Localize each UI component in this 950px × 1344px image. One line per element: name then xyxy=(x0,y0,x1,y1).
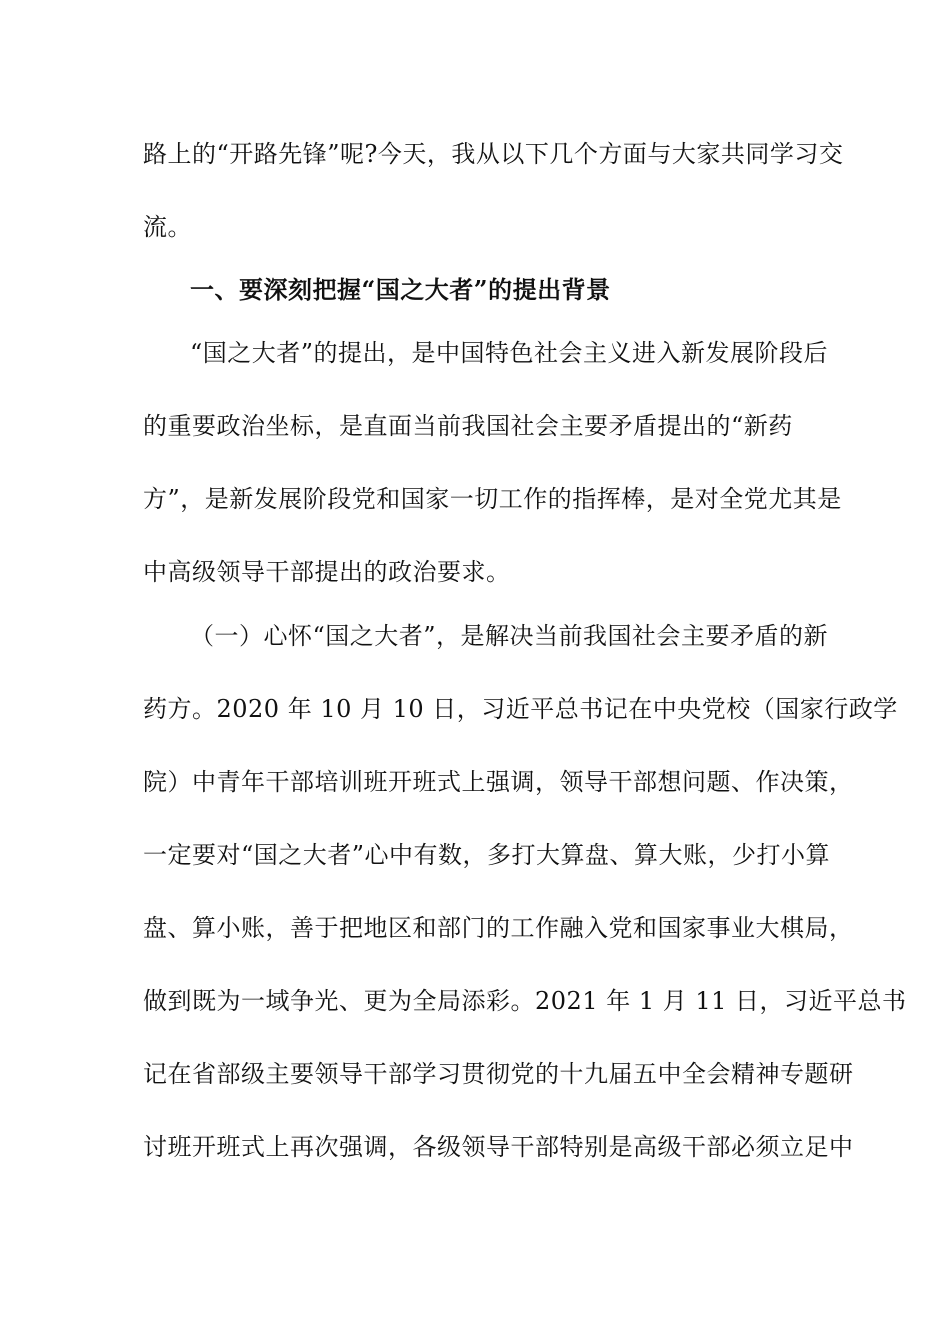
paragraph-line: 院）中青年干部培训班开班式上强调，领导干部想问题、作决策， xyxy=(143,768,854,796)
paragraph-line: 中高级领导干部提出的政治要求。 xyxy=(143,558,511,586)
paragraph-line: “国之大者”的提出，是中国特色社会主义进入新发展阶段后 xyxy=(190,339,829,367)
paragraph-line: 讨班开班式上再次强调，各级领导干部特别是高级干部必须立足中 xyxy=(143,1133,854,1161)
paragraph-line: 药方。2020 年 10 月 10 日，习近平总书记在中央党校（国家行政学 xyxy=(143,695,898,723)
paragraph-line: 一定要对“国之大者”心中有数，多打大算盘、算大账，少打小算 xyxy=(143,841,831,869)
paragraph-line: 做到既为一域争光、更为全局添彩。2021 年 1 月 11 日，习近平总书 xyxy=(143,987,907,1015)
paragraph-line: 的重要政治坐标，是直面当前我国社会主要矛盾提出的“新药 xyxy=(143,412,793,440)
paragraph-line: 路上的“开路先锋”呢?今天，我从以下几个方面与大家共同学习交 xyxy=(143,140,844,168)
paragraph-line: 记在省部级主要领导干部学习贯彻党的十九届五中全会精神专题研 xyxy=(143,1060,854,1088)
paragraph-line: 盘、算小账，善于把地区和部门的工作融入党和国家事业大棋局， xyxy=(143,914,854,942)
section-heading: 一、要深刻把握“国之大者”的提出背景 xyxy=(190,275,611,304)
paragraph-line: 方”，是新发展阶段党和国家一切工作的指挥棒，是对全党尤其是 xyxy=(143,485,842,513)
subsection-line: （一）心怀“国之大者”，是解决当前我国社会主要矛盾的新 xyxy=(190,622,829,650)
paragraph-line: 流。 xyxy=(143,213,192,241)
